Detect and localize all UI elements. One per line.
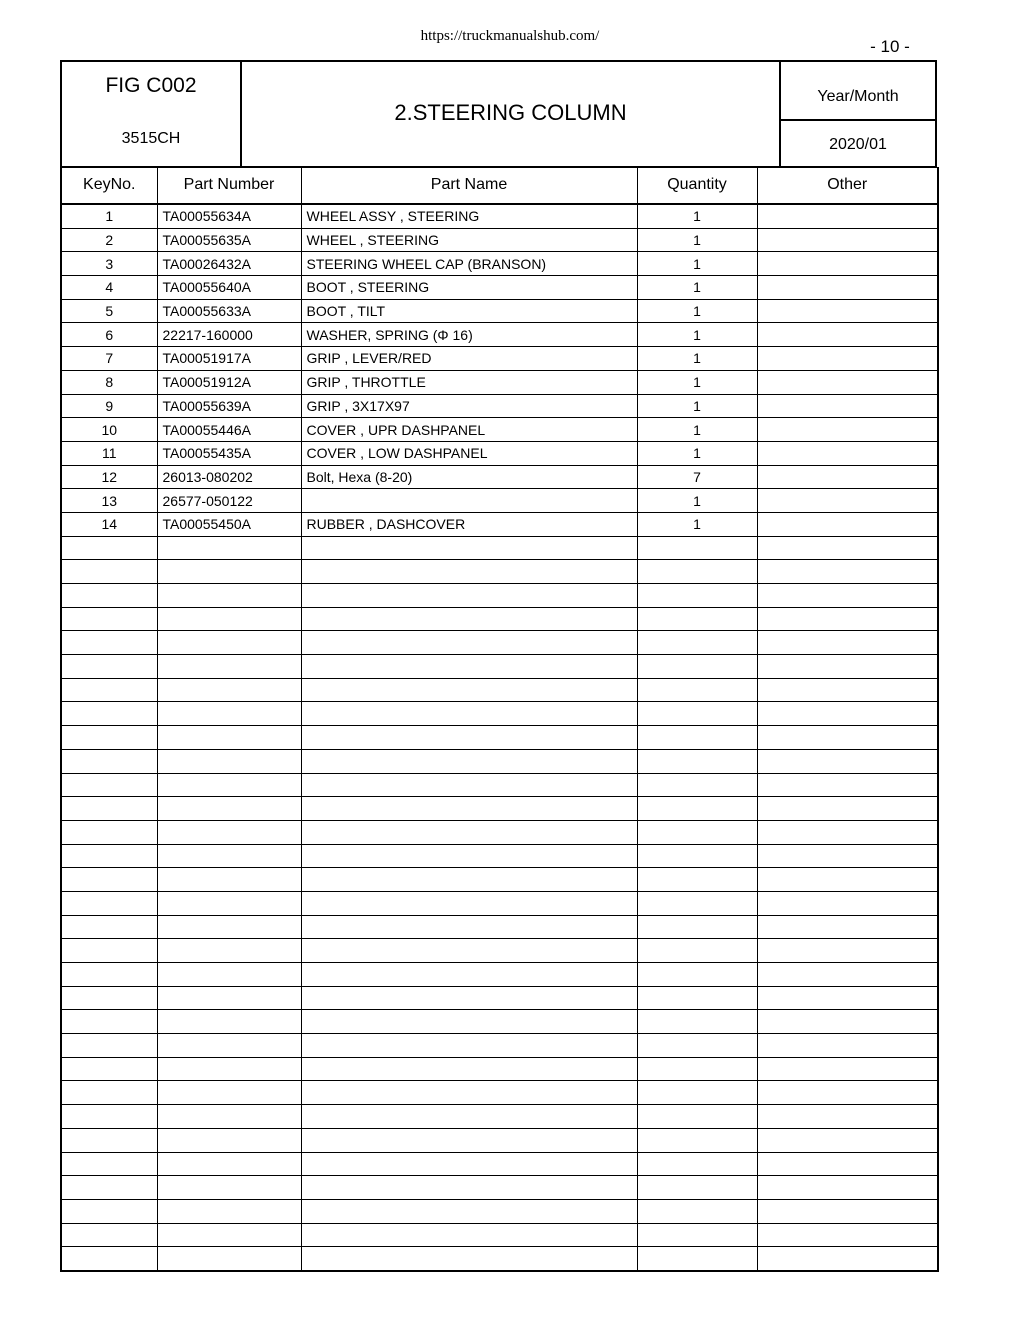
table-row xyxy=(61,323,938,347)
other-cell xyxy=(757,394,938,418)
empty-table-row xyxy=(61,726,938,750)
part-number-cell: TA00055435A xyxy=(157,441,301,465)
other-cell xyxy=(757,228,938,252)
key-no-cell xyxy=(61,726,157,750)
part-name-cell xyxy=(301,963,637,987)
quantity-cell xyxy=(637,773,757,797)
key-no-cell xyxy=(61,702,157,726)
table-row xyxy=(61,299,938,323)
part-number-cell xyxy=(157,1081,301,1105)
part-number-cell: TA00026432A xyxy=(157,252,301,276)
other-cell xyxy=(757,1223,938,1247)
key-no-cell: 1 xyxy=(61,204,157,228)
other-cell xyxy=(757,868,938,892)
part-name-cell xyxy=(301,678,637,702)
key-no-cell xyxy=(61,915,157,939)
column-header-part-number: Part Number xyxy=(157,167,301,204)
key-no-cell xyxy=(61,1105,157,1129)
quantity-cell: 1 xyxy=(637,347,757,371)
key-no-cell xyxy=(61,939,157,963)
key-no-cell: 7 xyxy=(61,347,157,371)
quantity-cell: 1 xyxy=(637,204,757,228)
part-name-cell xyxy=(301,1010,637,1034)
key-no-cell: 14 xyxy=(61,512,157,536)
quantity-cell xyxy=(637,631,757,655)
key-no-cell: 2 xyxy=(61,228,157,252)
page-number: - 10 - xyxy=(870,37,910,56)
empty-table-row xyxy=(61,560,938,584)
part-number-cell: TA00051917A xyxy=(157,347,301,371)
table-header-row xyxy=(61,167,938,204)
part-number-cell xyxy=(157,607,301,631)
part-name-cell: COVER , LOW DASHPANEL xyxy=(301,441,637,465)
empty-table-row xyxy=(61,1128,938,1152)
part-name-cell xyxy=(301,536,637,560)
quantity-cell xyxy=(637,560,757,584)
quantity-cell: 1 xyxy=(637,228,757,252)
figure-code: FIG C002 xyxy=(105,74,197,97)
part-number-cell xyxy=(157,655,301,679)
quantity-cell xyxy=(637,655,757,679)
part-name-cell xyxy=(301,1223,637,1247)
part-name-cell xyxy=(301,820,637,844)
part-number-cell xyxy=(157,1247,301,1271)
quantity-cell xyxy=(637,844,757,868)
quantity-cell xyxy=(637,1105,757,1129)
table-row xyxy=(61,347,938,371)
key-no-cell xyxy=(61,749,157,773)
part-name-cell: COVER , UPR DASHPANEL xyxy=(301,418,637,442)
part-number-cell xyxy=(157,939,301,963)
quantity-cell: 1 xyxy=(637,418,757,442)
part-name-cell: GRIP , 3X17X97 xyxy=(301,394,637,418)
year-month-value: 2020/01 xyxy=(829,136,887,153)
table-row xyxy=(61,252,938,276)
part-number-cell xyxy=(157,797,301,821)
other-cell xyxy=(757,844,938,868)
other-cell xyxy=(757,1034,938,1058)
part-name-cell xyxy=(301,1247,637,1271)
other-cell xyxy=(757,891,938,915)
part-name-cell xyxy=(301,986,637,1010)
figure-id-cell xyxy=(62,62,242,166)
table-row xyxy=(61,418,938,442)
empty-table-row xyxy=(61,797,938,821)
other-cell xyxy=(757,963,938,987)
key-no-cell: 4 xyxy=(61,276,157,300)
other-cell xyxy=(757,915,938,939)
empty-table-row xyxy=(61,749,938,773)
other-cell xyxy=(757,631,938,655)
part-number-cell: 26013-080202 xyxy=(157,465,301,489)
other-cell xyxy=(757,489,938,513)
part-name-cell: WHEEL ASSY , STEERING xyxy=(301,204,637,228)
other-cell xyxy=(757,773,938,797)
other-cell xyxy=(757,299,938,323)
other-cell xyxy=(757,1057,938,1081)
part-name-cell xyxy=(301,1034,637,1058)
quantity-cell xyxy=(637,536,757,560)
quantity-cell xyxy=(637,1223,757,1247)
empty-table-row xyxy=(61,1199,938,1223)
key-no-cell xyxy=(61,607,157,631)
part-number-cell: TA00055635A xyxy=(157,228,301,252)
empty-table-row xyxy=(61,1105,938,1129)
quantity-cell: 1 xyxy=(637,512,757,536)
other-cell xyxy=(757,323,938,347)
part-name-cell xyxy=(301,607,637,631)
other-cell xyxy=(757,204,938,228)
other-cell xyxy=(757,726,938,750)
part-name-cell: WHEEL , STEERING xyxy=(301,228,637,252)
empty-table-row xyxy=(61,631,938,655)
quantity-cell: 1 xyxy=(637,370,757,394)
part-number-cell xyxy=(157,702,301,726)
part-number-cell xyxy=(157,749,301,773)
table-row xyxy=(61,465,938,489)
other-cell xyxy=(757,418,938,442)
part-name-cell xyxy=(301,891,637,915)
quantity-cell xyxy=(637,726,757,750)
other-cell xyxy=(757,276,938,300)
part-number-cell xyxy=(157,536,301,560)
part-number-cell xyxy=(157,986,301,1010)
quantity-cell xyxy=(637,1034,757,1058)
quantity-cell: 1 xyxy=(637,394,757,418)
key-no-cell xyxy=(61,631,157,655)
part-name-cell xyxy=(301,584,637,608)
part-number-cell xyxy=(157,1152,301,1176)
key-no-cell xyxy=(61,1223,157,1247)
empty-table-row xyxy=(61,844,938,868)
section-title: 2.STEERING COLUMN xyxy=(394,100,627,125)
part-number-cell: TA00055450A xyxy=(157,512,301,536)
table-row xyxy=(61,512,938,536)
part-number-cell xyxy=(157,915,301,939)
other-cell xyxy=(757,512,938,536)
key-no-cell xyxy=(61,1247,157,1271)
key-no-cell xyxy=(61,678,157,702)
other-cell xyxy=(757,465,938,489)
part-name-cell xyxy=(301,797,637,821)
table-row xyxy=(61,204,938,228)
column-header-quantity: Quantity xyxy=(637,167,757,204)
part-number-cell xyxy=(157,678,301,702)
quantity-cell: 1 xyxy=(637,489,757,513)
part-number-cell xyxy=(157,1223,301,1247)
key-no-cell: 5 xyxy=(61,299,157,323)
column-header-keyno: KeyNo. xyxy=(61,167,157,204)
part-name-cell xyxy=(301,631,637,655)
other-cell xyxy=(757,820,938,844)
key-no-cell xyxy=(61,773,157,797)
key-no-cell xyxy=(61,560,157,584)
empty-table-row xyxy=(61,536,938,560)
part-name-cell xyxy=(301,749,637,773)
other-cell xyxy=(757,1199,938,1223)
key-no-cell: 8 xyxy=(61,370,157,394)
part-name-cell xyxy=(301,1128,637,1152)
part-number-cell: 26577-050122 xyxy=(157,489,301,513)
figure-header xyxy=(60,60,937,168)
part-name-cell xyxy=(301,915,637,939)
empty-table-row xyxy=(61,1057,938,1081)
part-number-cell xyxy=(157,820,301,844)
part-name-cell xyxy=(301,560,637,584)
part-number-cell: TA00055639A xyxy=(157,394,301,418)
quantity-cell: 1 xyxy=(637,323,757,347)
part-name-cell xyxy=(301,1152,637,1176)
part-number-cell: TA00055634A xyxy=(157,204,301,228)
part-number-cell xyxy=(157,844,301,868)
empty-table-row xyxy=(61,820,938,844)
model-code: 3515CH xyxy=(121,130,181,147)
part-number-cell xyxy=(157,1176,301,1200)
other-cell xyxy=(757,252,938,276)
key-no-cell xyxy=(61,891,157,915)
part-number-cell xyxy=(157,1128,301,1152)
part-name-cell: WASHER, SPRING (Φ 16) xyxy=(301,323,637,347)
quantity-cell xyxy=(637,678,757,702)
part-name-cell xyxy=(301,1081,637,1105)
table-row xyxy=(61,489,938,513)
key-no-cell: 12 xyxy=(61,465,157,489)
table-row xyxy=(61,370,938,394)
quantity-cell xyxy=(637,607,757,631)
column-header-other: Other xyxy=(757,167,938,204)
empty-table-row xyxy=(61,1081,938,1105)
quantity-cell xyxy=(637,891,757,915)
empty-table-row xyxy=(61,939,938,963)
part-number-cell xyxy=(157,1199,301,1223)
key-no-cell xyxy=(61,1010,157,1034)
other-cell xyxy=(757,1152,938,1176)
other-cell xyxy=(757,1128,938,1152)
other-cell xyxy=(757,749,938,773)
quantity-cell xyxy=(637,702,757,726)
quantity-cell xyxy=(637,1128,757,1152)
other-cell xyxy=(757,655,938,679)
key-no-cell: 9 xyxy=(61,394,157,418)
quantity-cell xyxy=(637,820,757,844)
part-name-cell: BOOT , STEERING xyxy=(301,276,637,300)
quantity-cell xyxy=(637,963,757,987)
part-number-cell xyxy=(157,1034,301,1058)
part-name-cell: RUBBER , DASHCOVER xyxy=(301,512,637,536)
source-url: https://truckmanualshub.com/ xyxy=(420,28,600,44)
table-row xyxy=(61,276,938,300)
quantity-cell xyxy=(637,584,757,608)
part-number-cell: TA00055640A xyxy=(157,276,301,300)
empty-table-row xyxy=(61,678,938,702)
key-no-cell xyxy=(61,1152,157,1176)
empty-table-row xyxy=(61,607,938,631)
part-name-cell xyxy=(301,1199,637,1223)
empty-table-row xyxy=(61,1010,938,1034)
part-name-cell xyxy=(301,844,637,868)
part-number-cell xyxy=(157,773,301,797)
key-no-cell xyxy=(61,1176,157,1200)
empty-table-row xyxy=(61,1247,938,1271)
part-number-cell xyxy=(157,560,301,584)
empty-table-row xyxy=(61,773,938,797)
other-cell xyxy=(757,1105,938,1129)
other-cell xyxy=(757,560,938,584)
key-no-cell: 10 xyxy=(61,418,157,442)
quantity-cell: 1 xyxy=(637,252,757,276)
parts-table-body xyxy=(61,204,938,1271)
key-no-cell xyxy=(61,963,157,987)
key-no-cell xyxy=(61,584,157,608)
part-name-cell xyxy=(301,1105,637,1129)
part-number-cell xyxy=(157,631,301,655)
other-cell xyxy=(757,370,938,394)
quantity-cell xyxy=(637,986,757,1010)
key-no-cell: 11 xyxy=(61,441,157,465)
key-no-cell xyxy=(61,1057,157,1081)
quantity-cell: 7 xyxy=(637,465,757,489)
part-number-cell xyxy=(157,868,301,892)
part-number-cell xyxy=(157,1010,301,1034)
key-no-cell xyxy=(61,986,157,1010)
other-cell xyxy=(757,607,938,631)
other-cell xyxy=(757,702,938,726)
part-number-cell xyxy=(157,584,301,608)
part-name-cell: Bolt, Hexa (8-20) xyxy=(301,465,637,489)
key-no-cell xyxy=(61,655,157,679)
part-name-cell: GRIP , THROTTLE xyxy=(301,370,637,394)
column-header-part-name: Part Name xyxy=(301,167,637,204)
other-cell xyxy=(757,1010,938,1034)
quantity-cell xyxy=(637,797,757,821)
key-no-cell xyxy=(61,536,157,560)
other-cell xyxy=(757,939,938,963)
part-number-cell: TA00051912A xyxy=(157,370,301,394)
part-number-cell xyxy=(157,963,301,987)
part-name-cell: BOOT , TILT xyxy=(301,299,637,323)
key-no-cell xyxy=(61,844,157,868)
year-month-cell xyxy=(781,62,935,166)
empty-table-row xyxy=(61,1152,938,1176)
title-cell xyxy=(242,62,781,166)
empty-table-row xyxy=(61,915,938,939)
empty-table-row xyxy=(61,963,938,987)
parts-table xyxy=(60,167,939,1272)
empty-table-row xyxy=(61,1223,938,1247)
quantity-cell xyxy=(637,1010,757,1034)
empty-table-row xyxy=(61,1176,938,1200)
quantity-cell xyxy=(637,1081,757,1105)
other-cell xyxy=(757,1081,938,1105)
key-no-cell xyxy=(61,1199,157,1223)
part-name-cell xyxy=(301,726,637,750)
key-no-cell xyxy=(61,1128,157,1152)
table-row xyxy=(61,441,938,465)
table-row xyxy=(61,228,938,252)
quantity-cell: 1 xyxy=(637,441,757,465)
empty-table-row xyxy=(61,868,938,892)
quantity-cell xyxy=(637,1152,757,1176)
part-name-cell: STEERING WHEEL CAP (BRANSON) xyxy=(301,252,637,276)
other-cell xyxy=(757,797,938,821)
other-cell xyxy=(757,1176,938,1200)
part-number-cell: TA00055446A xyxy=(157,418,301,442)
key-no-cell: 13 xyxy=(61,489,157,513)
empty-table-row xyxy=(61,584,938,608)
year-month-label: Year/Month xyxy=(781,62,935,121)
part-number-cell: 22217-160000 xyxy=(157,323,301,347)
key-no-cell xyxy=(61,820,157,844)
quantity-cell xyxy=(637,915,757,939)
part-name-cell xyxy=(301,773,637,797)
other-cell xyxy=(757,536,938,560)
part-name-cell xyxy=(301,1176,637,1200)
key-no-cell xyxy=(61,797,157,821)
table-row xyxy=(61,394,938,418)
quantity-cell: 1 xyxy=(637,276,757,300)
empty-table-row xyxy=(61,1034,938,1058)
part-name-cell xyxy=(301,868,637,892)
empty-table-row xyxy=(61,986,938,1010)
key-no-cell: 3 xyxy=(61,252,157,276)
other-cell xyxy=(757,441,938,465)
quantity-cell xyxy=(637,1057,757,1081)
part-number-cell xyxy=(157,1057,301,1081)
other-cell xyxy=(757,986,938,1010)
part-name-cell xyxy=(301,1057,637,1081)
part-name-cell xyxy=(301,702,637,726)
part-name-cell: GRIP , LEVER/RED xyxy=(301,347,637,371)
other-cell xyxy=(757,347,938,371)
quantity-cell: 1 xyxy=(637,299,757,323)
quantity-cell xyxy=(637,939,757,963)
part-number-cell xyxy=(157,726,301,750)
quantity-cell xyxy=(637,868,757,892)
part-name-cell xyxy=(301,489,637,513)
part-number-cell xyxy=(157,1105,301,1129)
quantity-cell xyxy=(637,749,757,773)
part-number-cell: TA00055633A xyxy=(157,299,301,323)
key-no-cell: 6 xyxy=(61,323,157,347)
empty-table-row xyxy=(61,891,938,915)
key-no-cell xyxy=(61,1081,157,1105)
other-cell xyxy=(757,1247,938,1271)
part-name-cell xyxy=(301,655,637,679)
key-no-cell xyxy=(61,1034,157,1058)
part-number-cell xyxy=(157,891,301,915)
key-no-cell xyxy=(61,868,157,892)
other-cell xyxy=(757,678,938,702)
empty-table-row xyxy=(61,702,938,726)
empty-table-row xyxy=(61,655,938,679)
quantity-cell xyxy=(637,1199,757,1223)
other-cell xyxy=(757,584,938,608)
quantity-cell xyxy=(637,1247,757,1271)
quantity-cell xyxy=(637,1176,757,1200)
part-name-cell xyxy=(301,939,637,963)
